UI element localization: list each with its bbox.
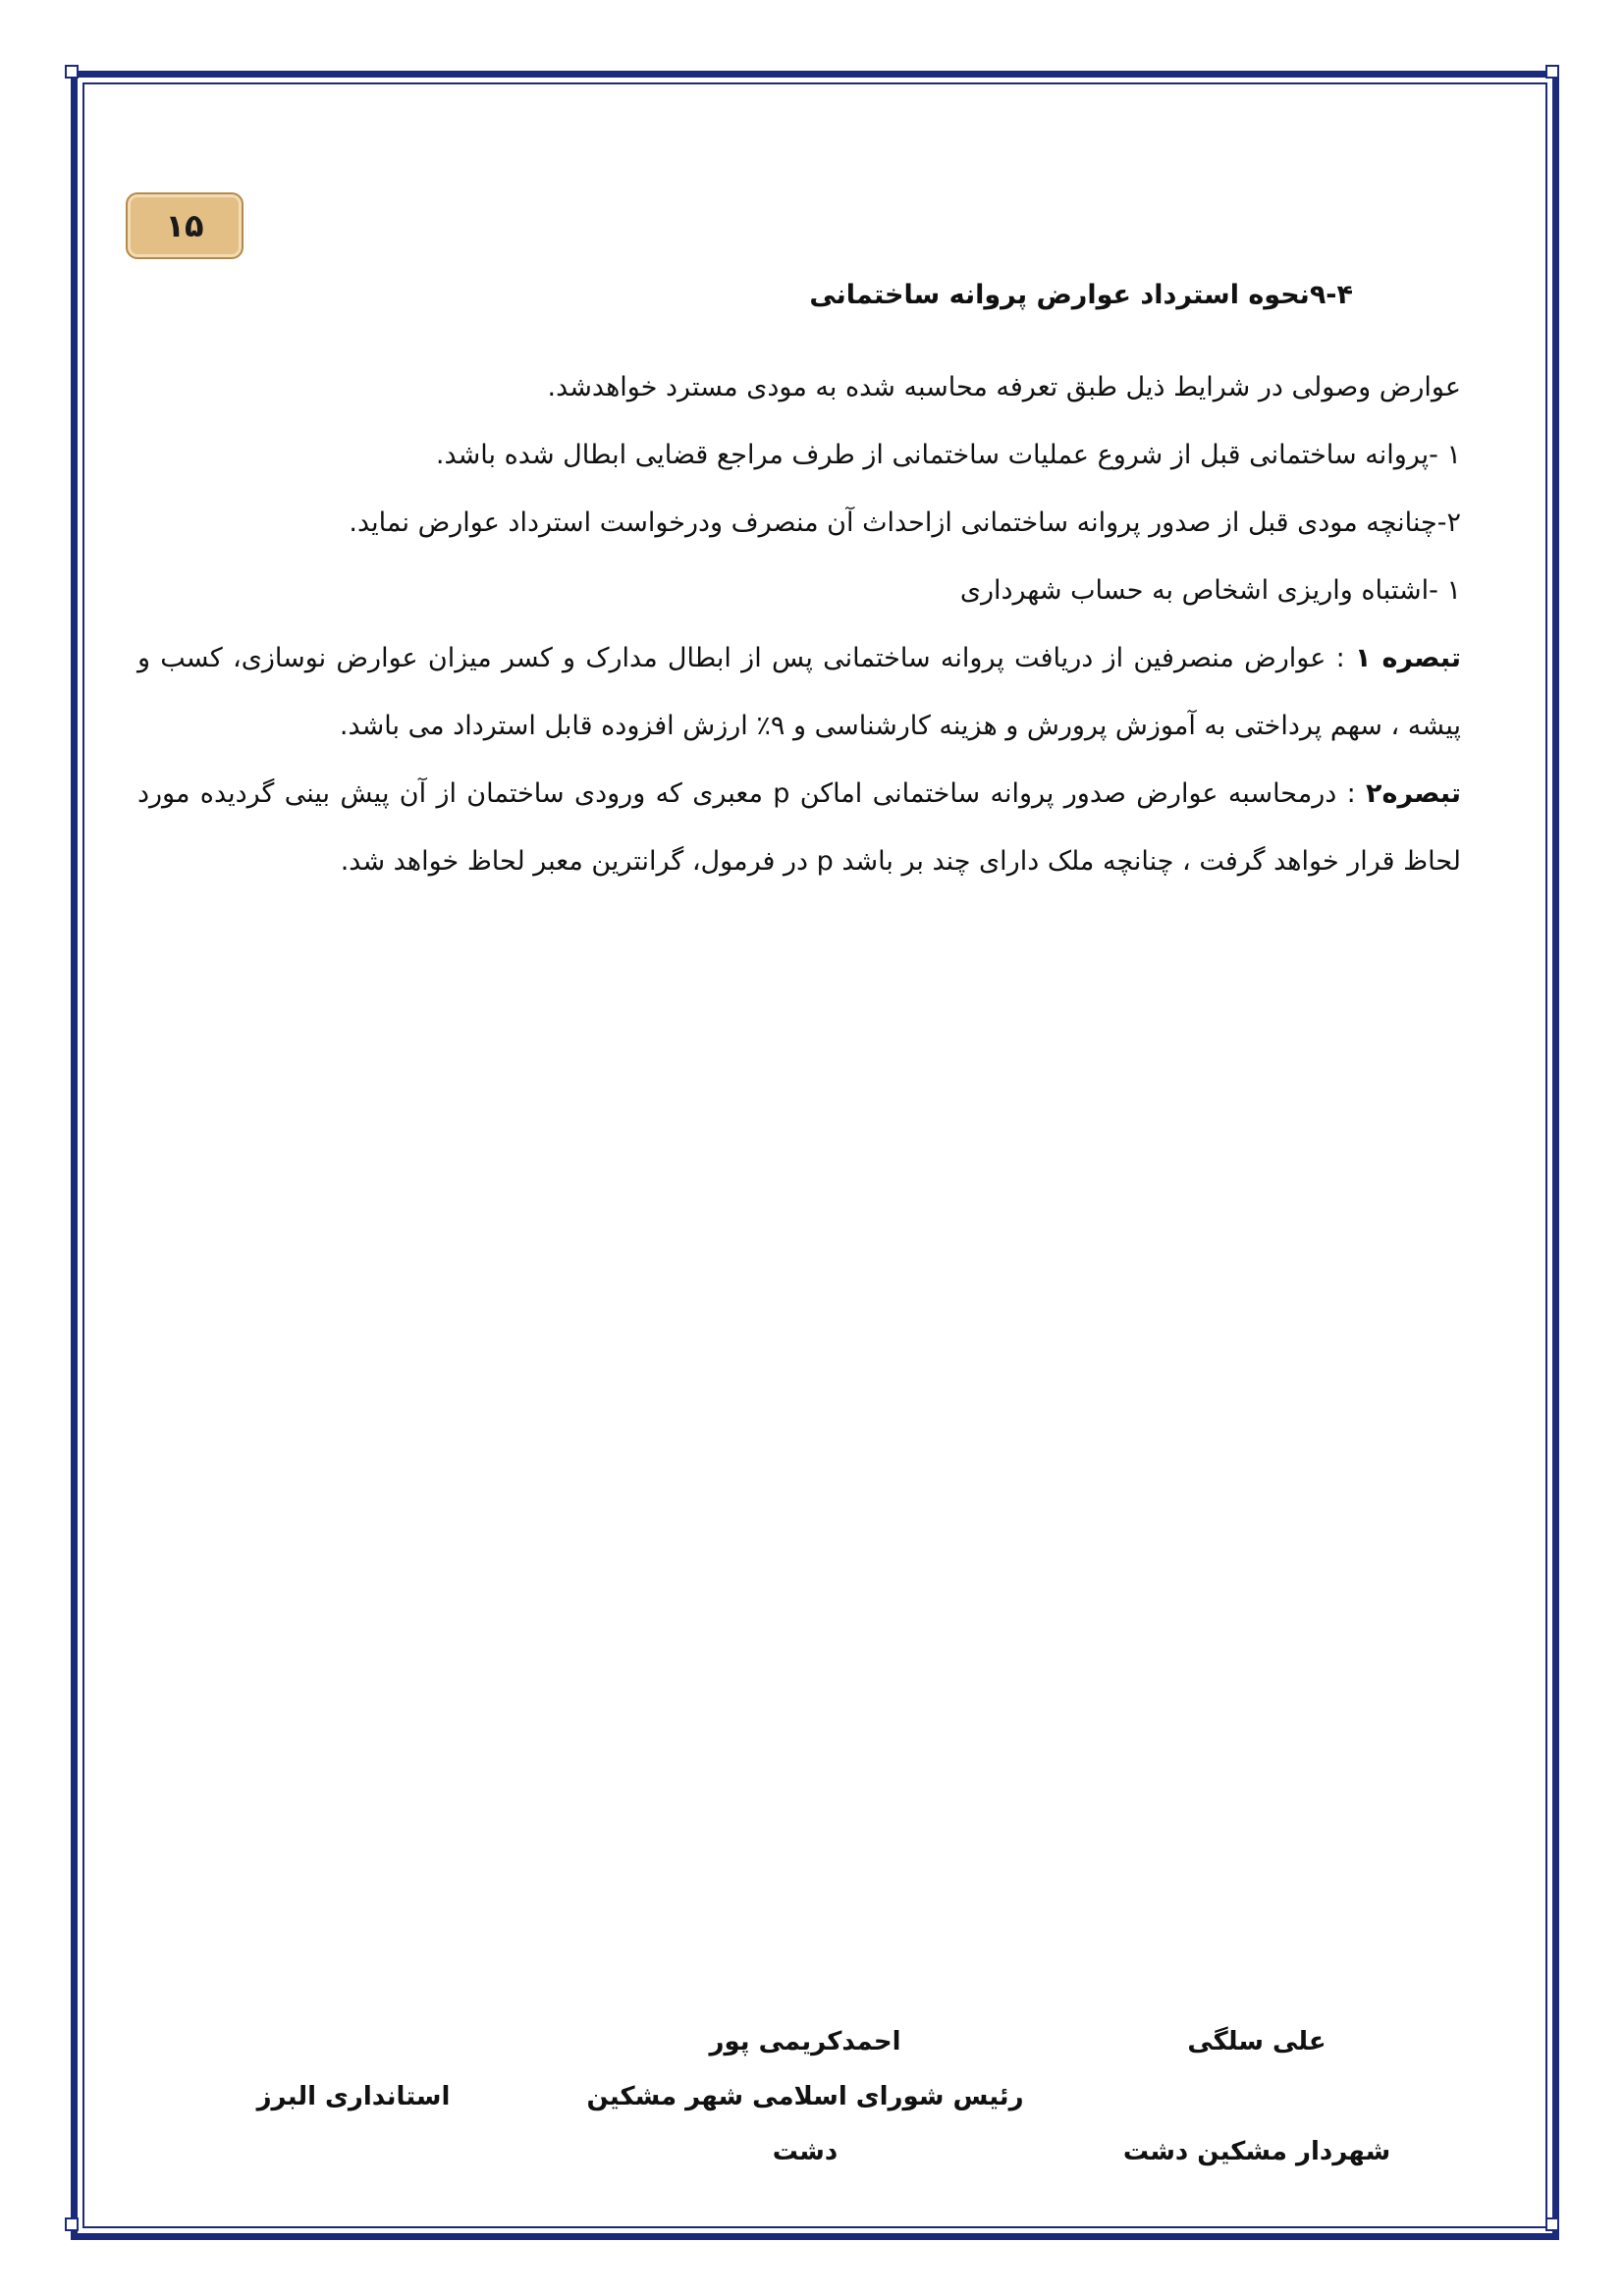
list-item-2: ۲-چنانچه مودی قبل از صدور پروانه ساختمانی ازاحداث آن منصرف ودرخواست استرداد عوارض نماید.	[349, 507, 1461, 538]
corner-ornament-bottom-left	[65, 2217, 79, 2231]
mayor-title: شهردار مشکین دشت	[1122, 2137, 1391, 2166]
signature-governorate	[226, 2069, 481, 2124]
page-number-badge	[126, 192, 244, 259]
note-2-text: : درمحاسبه عوارض صدور پروانه ساختمانی اماکن p معبری که ورودی ساختمان از آن پیش بینی گردیده مورد لحاظ قرار خواهد گرفت ، چنانچه ملک دارای چند بر باشد p در فرمول، گرانترین معبر لحاظ خواهد شد.	[137, 778, 1461, 877]
council-head-name: احمدکریمی پور	[709, 2027, 901, 2056]
corner-ornament-top-left	[65, 65, 79, 79]
signature-council-head	[579, 2014, 1031, 2179]
corner-ornament-top-right	[1545, 65, 1559, 79]
council-head-title-line2: دشت	[772, 2137, 839, 2166]
note-1-label: تبصره ۱	[1354, 643, 1461, 673]
note-1-text: : عوارض منصرفین از دریافت پروانه ساختمانی پس از ابطال مدارک و کسر میزان عوارض نوسازی، کسب و پیشه ، سهم پرداختی به آموزش پرورش و هزینه کارشناسی و ۹٪ ارزش افزوده قابل استرداد می باشد.	[137, 643, 1461, 741]
page-number: ۱۵	[165, 207, 204, 244]
note-2	[137, 760, 1461, 895]
note-2-label: تبصره۲	[1366, 778, 1461, 809]
list-item-1: ۱ -پروانه ساختمانی قبل از شروع عملیات ساختمانی از طرف مراجع قضایی ابطال شده باشد.	[435, 440, 1461, 470]
list-item-3: ۱ -اشتباه واریزی اشخاص به حساب شهرداری	[959, 575, 1461, 606]
corner-ornament-bottom-right	[1545, 2217, 1559, 2231]
governorate-name: استانداری البرز	[256, 2082, 451, 2111]
intro-paragraph: عوارض وصولی در شرایط ذیل طبق تعرفه محاسبه شده به مودی مسترد خواهدشد.	[547, 372, 1461, 402]
document-body	[137, 265, 1461, 895]
signature-mayor	[1100, 2014, 1414, 2179]
section-title: ۹-۴نحوه استرداد عوارض پروانه ساختمانی	[809, 280, 1353, 310]
council-head-title-line1: رئیس شورای اسلامی شهر مشکین	[586, 2082, 1024, 2111]
mayor-name: علی سلگی	[1187, 2027, 1326, 2056]
note-1	[137, 624, 1461, 760]
